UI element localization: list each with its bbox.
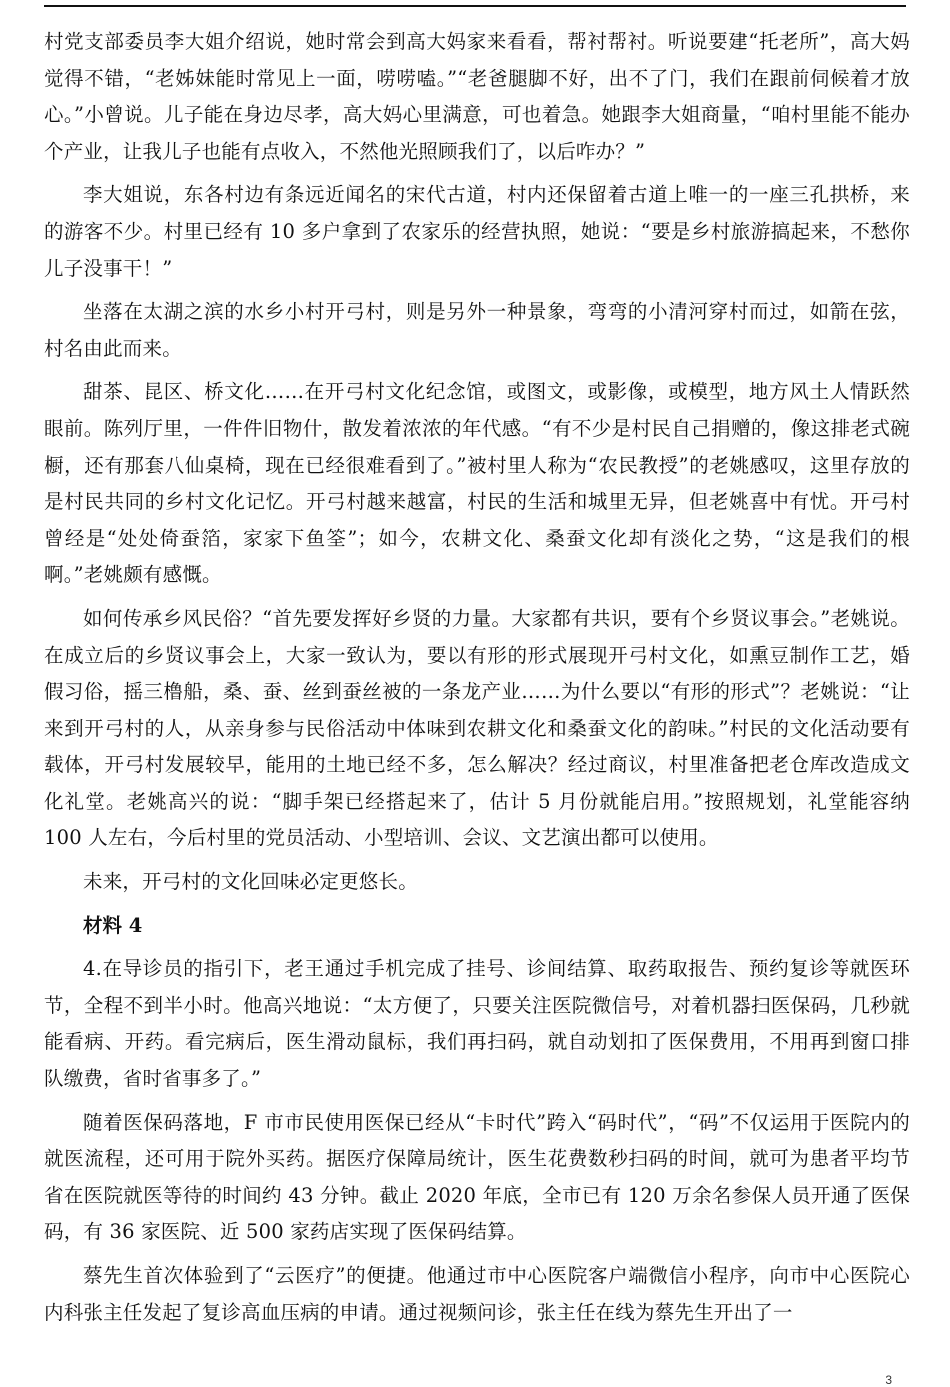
page-number: 3 <box>885 1373 892 1387</box>
document-page <box>44 24 910 1338</box>
paragraph-3: 坐落在太湖之滨的水乡小村开弓村，则是另外一种景象，弯弯的小清河穿村而过，如箭在弦，村名由此而来。 <box>44 300 910 360</box>
top-rule <box>44 5 906 7</box>
paragraph-7: 4.在导诊员的指引下，老王通过手机完成了挂号、诊间结算、取药取报告、预约复诊等就医环节，全程不到半小时。他高兴地说：“太方便了，只要关注医院微信号，对着机器扫医保码，几秒就能看病、开药。看完病后，医生滑动鼠标，我们再扫码，就自动划扣了医保费用，不用再到窗口排队缴费，省时省事多了。” <box>44 957 910 1091</box>
paragraph-9: 蔡先生首次体验到了“云医疗”的便捷。他通过市中心医院客户端微信小程序，向市中心医院心内科张主任发起了复诊高血压病的申请。通过视频问诊，张主任在线为蔡先生开出了一 <box>44 1264 910 1324</box>
paragraph-6: 未来，开弓村的文化回味必定更悠长。 <box>83 870 418 894</box>
paragraph-2: 李大姐说，东各村边有条远近闻名的宋代古道，村内还保留着古道上唯一的一座三孔拱桥，来的游客不少。村里已经有 10 多户拿到了农家乐的经营执照，她说：“要是乡村旅游搞起来，不愁你儿子没事干！” <box>44 183 910 280</box>
section-heading: 材料 4 <box>83 913 143 937</box>
paragraph-8: 随着医保码落地，F 市市民使用医保已经从“卡时代”跨入“码时代”，“码”不仅运用于医院内的就医流程，还可用于院外买药。据医疗保障局统计，医生花费数秒扫码的时间，就可为患者平均节省在医院就医等待的时间约 43 分钟。截止 2020 年底，全市已有 120 万余名参保人员开通了医保码，有 36 家医院、近 500 家药店实现了医保码结算。 <box>44 1110 910 1244</box>
paragraph-4: 甜茶、昆区、桥文化……在开弓村文化纪念馆，或图文，或影像，或模型，地方风土人情跃然眼前。陈列厅里，一件件旧物什，散发着浓浓的年代感。“有不少是村民自己捐赠的，像这排老式碗橱，还有那套八仙桌椅，现在已经很难看到了。”被村里人称为“农民教授”的老姚感叹，这里存放的是村民共同的乡村文化记忆。开弓村越来越富，村民的生活和城里无异，但老姚喜中有忧。开弓村曾经是“处处倚蚕箔，家家下鱼筌”；如今，农耕文化、桑蚕文化却有淡化之势，“这是我们的根啊。”老姚颇有感慨。 <box>44 380 910 587</box>
paragraph-1: 村党支部委员李大姐介绍说，她时常会到高大妈家来看看，帮衬帮衬。听说要建“托老所”，高大妈觉得不错，“老姊妹能时常见上一面，唠唠嗑。”“老爸腿脚不好，出不了门，我们在跟前伺候着才放心。”小曾说。儿子能在身边尽孝，高大妈心里满意，可也着急。她跟李大姐商量，“咱村里能不能办个产业，让我儿子也能有点收入，不然他光照顾我们了，以后咋办？” <box>44 30 910 163</box>
paragraph-5: 如何传承乡风民俗？“首先要发挥好乡贤的力量。大家都有共识，要有个乡贤议事会。”老姚说。在成立后的乡贤议事会上，大家一致认为，要以有形的形式展现开弓村文化，如熏豆制作工艺，婚假习俗，摇三橹船，桑、蚕、丝到蚕丝被的一条龙产业……为什么要以“有形的形式”？老姚说：“让来到开弓村的人，从亲身参与民俗活动中体味到农耕文化和桑蚕文化的韵味。”村民的文化活动要有载体，开弓村发展较早，能用的土地已经不多，怎么解决？经过商议，村里准备把老仓库改造成文化礼堂。老姚高兴的说：“脚手架已经搭起来了，估计 5 月份就能启用。”按照规划，礼堂能容纳 100 人左右，今后村里的党员活动、小型培训、会议、文艺演出都可以使用。 <box>44 606 910 850</box>
